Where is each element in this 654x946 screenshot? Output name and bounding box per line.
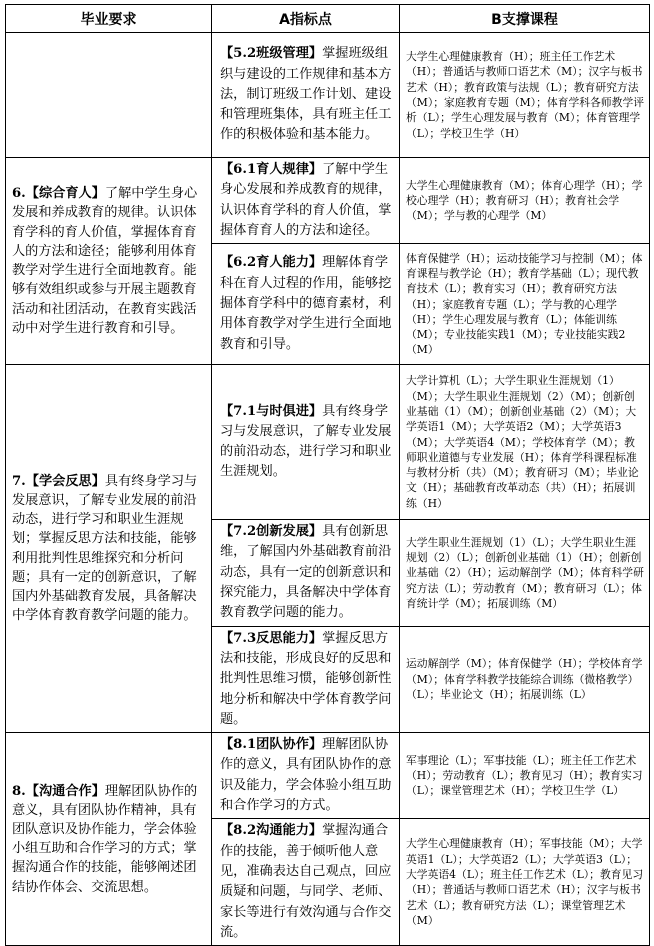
indicator-title: 【6.1育人规律】 xyxy=(220,162,323,177)
requirement-text: 理解团队协作的意义，具有团队协作精神，具有团队意识及协作能力，学会体验小组互助和合作学习的方式；掌握沟通合作的技能，能够阐述团结协作体会、交流思想。 xyxy=(12,783,198,895)
indicator-cell xyxy=(212,819,400,946)
courses-cell: 大学计算机（L）；大学生职业生涯规划（1）（M）；大学生职业生涯规划（2）（M）；创新创业基础（1）（M）；创新创业基础（2）（M）；大学英语1（M）；大学英语2（M）；大学英语3（M）；大学英语4（M）；学校体育学（M）；教师职业道德与专业发展（H）；体育学科课程标准与教材分析（共）（M）；教育研习（M）；毕业论文（H）；基础教育改革动态（共）（H）；拓展训练（H） xyxy=(400,365,650,520)
indicator-title: 【8.1团队协作】 xyxy=(220,737,323,753)
courses-cell: 大学生心理健康教育（H）；班主任工作艺术（H）；普通话与教师口语艺术（M）；汉字与板书艺术（H）；教育政策与法规（L）；教育研究方法（M）；家庭教育专题（M）；体育学科各师教学评析（L）；学生心理发展与教育（M）；体育管理学（L）；学校卫生学（H） xyxy=(400,33,650,158)
courses-cell: 大学生职业生涯规划（1）（L）；大学生职业生涯规划（2）（L）；创新创业基础（1）（H）；创新创业基础（2）（H）；运动解剖学（M）；体育科学研究方法（L）；劳动教育（M）；教育研习（L）；体育统计学（M）；拓展训练（M） xyxy=(400,520,650,626)
requirement-title: 8.【沟通合作】 xyxy=(12,783,105,799)
indicator-text: 理解体育学科在育人过程的作用，能够挖掘体育学科中的德育素材，利用体育教学对学生进行全面地教育和引导。 xyxy=(220,255,392,352)
requirement-cell xyxy=(6,733,212,946)
indicator-text: 具有终身学习与发展意识，了解专业发展的前沿动态，进行学习和职业生涯规划。 xyxy=(220,403,392,480)
table-header-row xyxy=(6,5,650,33)
courses-cell: 大学生心理健康教育（M）；体育心理学（H）；学校心理学（H）；教育研习（H）；教育社会学（M）；学与教的心理学（M） xyxy=(400,158,650,244)
table-row xyxy=(6,33,650,158)
indicator-text: 了解中学生身心发展和养成教育的规律，认识体育学科的育人价值，掌握体育育人的方法和途径。 xyxy=(220,162,392,238)
indicator-text: 具有创新思维，了解国内外基础教育前沿动态，具有一定的创新意识和探究能力，具备解决中学体育教育教学问题的能力。 xyxy=(220,524,392,621)
requirement-cell xyxy=(6,365,212,733)
indicator-cell xyxy=(212,626,400,732)
courses-cell: 大学生心理健康教育（H）；军事技能（M）；大学英语1（L）；大学英语2（L）；大学英语3（L）；大学英语4（L）；班主任工作艺术（L）；教育见习（H）；普通话与教师口语艺术（H）；汉字与板书艺术（L）；教育研究方法（L）；课堂管理艺术（M） xyxy=(400,819,650,946)
table-row xyxy=(6,733,650,819)
indicator-text: 掌握沟通合作的技能，善于倾听他人意见，准确表达自己观点，回应质疑和问题，与同学、老师、家长等进行有效沟通与合作交流。 xyxy=(220,823,392,940)
header-graduation-requirement: 毕业要求 xyxy=(6,5,212,33)
header-supporting-courses: B支撑课程 xyxy=(400,5,650,33)
indicator-title: 【6.2育人能力】 xyxy=(220,255,323,271)
requirement-text: 具有终身学习与发展意识，了解专业发展的前沿动态，进行学习和职业生涯规划；掌握反思方法和技能，能够利用批判性思维探究和分析问题；具有一定的创新意识，了解国内外基础教育发展，具备解决中学体育教育教学问题的能力。 xyxy=(12,473,198,624)
indicator-cell xyxy=(212,33,400,158)
indicator-cell xyxy=(212,733,400,819)
indicator-cell xyxy=(212,244,400,365)
table-row xyxy=(6,158,650,244)
indicator-cell xyxy=(212,520,400,626)
header-indicator: A指标点 xyxy=(212,5,400,33)
indicator-cell xyxy=(212,158,400,244)
courses-cell: 体育保健学（H）；运动技能学习与控制（M）；体育课程与教学论（H）；教育学基础（L）；现代教育技术（L）；教育实习（H）；教育研究方法（H）；家庭教育专题（L）；学与教的心理学（H）；学生心理发展与教育（L）；体能训练（M）；专业技能实践1（M）；专业技能实践2（M） xyxy=(400,244,650,365)
requirement-cell xyxy=(6,158,212,365)
indicator-title: 【7.1与时俱进】 xyxy=(220,403,323,419)
indicator-cell xyxy=(212,365,400,520)
requirement-cell-empty xyxy=(6,33,212,158)
indicator-text: 掌握班级组织与建设的工作规律和基本方法，制订班级工作计划、建设和管理班集体，具有班主任工作的积极体验和基本能力。 xyxy=(220,46,392,143)
courses-cell: 军事理论（L）；军事技能（L）；班主任工作艺术（H）；劳动教育（L）；教育见习（H）；教育实习（L）；课堂管理艺术（H）；学校卫生学（L） xyxy=(400,733,650,819)
indicator-text: 掌握反思方法和技能，形成良好的反思和批判性思维习惯，能够创新性地分析和解决中学体育教学问题。 xyxy=(220,630,392,727)
indicator-title: 【5.2班级管理】 xyxy=(220,46,323,62)
table-row xyxy=(6,365,650,520)
courses-cell: 运动解剖学（M）；体育保健学（H）；学校体育学（M）；体育学科教学技能综合训练（微格教学）（L）；毕业论文（H）；拓展训练（L） xyxy=(400,626,650,732)
indicator-title: 【7.3反思能力】 xyxy=(220,630,323,646)
indicator-title: 【8.2沟通能力】 xyxy=(220,823,323,839)
indicator-text: 理解团队协作的意义，具有团队协作的意识及能力，学会体验小组互助和合作学习的方式。 xyxy=(220,737,392,814)
graduation-requirements-table xyxy=(5,4,650,946)
requirement-title: 6.【综合育人】 xyxy=(12,186,105,202)
requirement-title: 7.【学会反思】 xyxy=(12,473,105,489)
requirement-text: 了解中学生身心发展和养成教育的规律。认识体育学科的育人价值，掌握体育育人的方法和途径；能够利用体育教学对学生进行全面地教育。能够有效组织或参与开展主题教育活动和社团活动，在教育实践活动中对学生进行教育和引导。 xyxy=(12,186,198,336)
indicator-title: 【7.2创新发展】 xyxy=(220,524,323,540)
